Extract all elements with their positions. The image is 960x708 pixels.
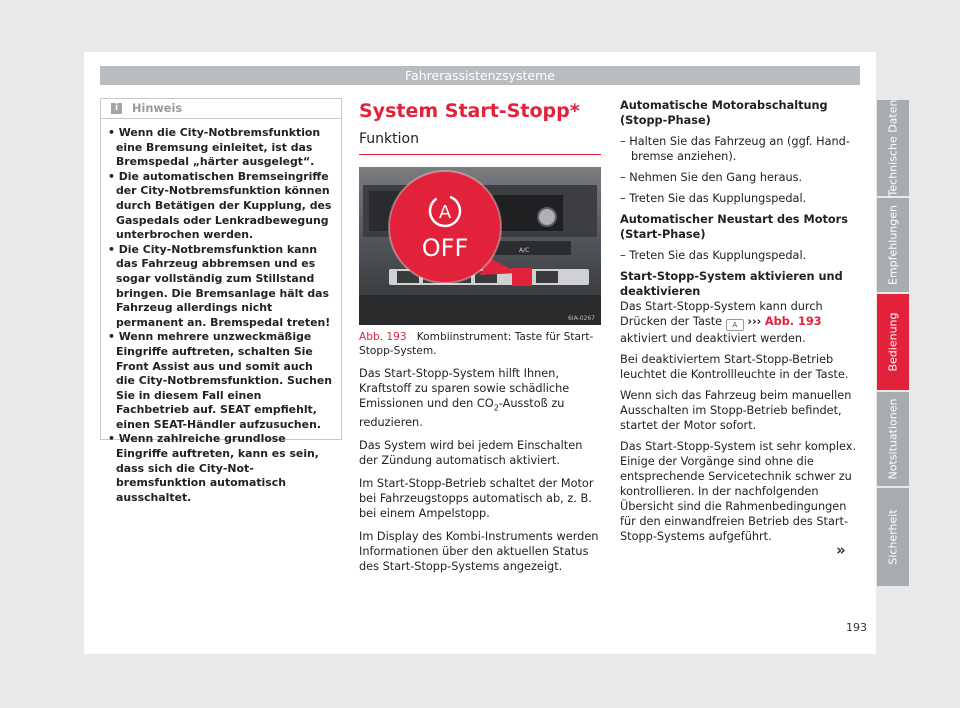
note-item: • Wenn mehrere unzweckmäßige Eingriffe auftreten, schalten Sie Front Assist aus und somit auch die City-Notbremsfunktion. Suchen Sie in diesem Fall einen Fachbetrieb auf. SEAT empfiehlt, einen SEAT-Händler aufzusuchen. <box>108 330 332 431</box>
figure-caption <box>359 331 601 358</box>
tab-sicherheit[interactable]: Sicherheit <box>877 488 909 586</box>
note-body <box>101 119 341 505</box>
right-column <box>620 98 860 550</box>
note-item: • Die automatischen Bremseingriffe der City-Notbremsfunktion können durch Betätigen der Kupplung, des Gaspedals oder Lenkradbewegung unterbrochen werden. <box>108 169 332 242</box>
note-item: • Wenn zahlreiche grundlose Eingriffe auftreten, kann es sein, dass sich die City-Notbremsfunktion automatisch ausschaltet. <box>108 432 319 504</box>
figure-caption-text: Kombiinstrument: Taste für Start-Stopp-System. <box>359 331 594 357</box>
chapter-header: Fahrerassistenzsysteme <box>100 66 860 85</box>
continue-arrow-icon: » <box>836 541 846 559</box>
figure-code: 6IA-0267 <box>568 315 595 322</box>
paragraph-lamp: Bei deaktiviertem Start-Stopp-Betrieb leuchtet die Kontrollleuchte in der Taste. <box>620 353 849 381</box>
figure-button-letter: A <box>438 202 452 223</box>
section-subtitle: Funktion <box>359 130 601 155</box>
tab-technische-daten[interactable]: Technische Daten <box>877 100 909 196</box>
paragraph-display: Im Display des Kombi-Instruments werden Informationen über den aktuellen Status des Start-Stopp-Systems angezeigt. <box>359 530 599 574</box>
step-item: – Halten Sie das Fahrzeug an (ggf. Handbremse anziehen). <box>620 135 850 163</box>
figure-label: Abb. 193 <box>359 331 407 343</box>
tab-bedienung[interactable]: Bedienung <box>877 294 909 390</box>
paragraph-stop-mode: Im Start-Stopp-Betrieb schaltet der Motor bei Fahrzeugstopps automatisch ab, z. B. bei einem Ampelstopp. <box>359 477 594 521</box>
tab-notsituationen[interactable]: Notsituationen <box>877 392 909 486</box>
page-number: 193 <box>846 621 867 634</box>
figure-button-off-label: OFF <box>421 234 469 262</box>
section-title: System Start-Stopp* <box>359 100 580 122</box>
note-title: Hinweis <box>132 102 183 115</box>
svg-text:A/C: A/C <box>519 247 530 254</box>
auto-off-steps <box>620 134 860 206</box>
info-icon: i <box>111 103 122 114</box>
step-item: – Treten Sie das Kupplungspedal. <box>620 192 807 205</box>
note-box <box>100 98 342 504</box>
restart-steps <box>620 248 860 263</box>
reference-arrow: ››› <box>747 315 762 328</box>
figure-start-stop-button <box>359 167 601 325</box>
main-column <box>359 98 601 574</box>
paragraph-activation: Das System wird bei jedem Einschalten der Zündung automatisch aktiviert. <box>359 439 583 468</box>
tab-empfehlungen[interactable]: Empfehlungen <box>877 198 909 292</box>
figure-reference-link[interactable]: Abb. 193 <box>764 315 822 328</box>
paragraph-manual-off: Wenn sich das Fahrzeug beim manuellen Ausschalten im Stopp-Betrieb befindet, startet der Motor sofort. <box>620 389 852 432</box>
note-item: • Wenn die City-Notbremsfunktion eine Bremsung einleitet, ist das Bremspedal „härter ausgelegt“. <box>108 126 321 169</box>
note-item: • Die City-Notbremsfunktion kann das Fahrzeug abbremsen und es sogar vollständig zum Stillstand bringen. Die Bremsanlage hält das Fahrzeug allerdings nicht permanent an. Bremspedal treten! <box>108 242 331 329</box>
heading-toggle: Start-Stopp-System aktivieren und deaktivieren <box>620 270 843 298</box>
heading-auto-off: Automatische Motorabschaltung (Stopp-Phase) <box>620 99 828 127</box>
note-header <box>101 99 341 119</box>
heading-restart: Automatischer Neustart des Motors (Start-Phase) <box>620 213 848 241</box>
paragraph-intro: Das Start-Stopp-System hilft Ihnen, Kraftstoff zu sparen sowie schädliche Emissionen und den $CO_2$-Ausstoß zu reduzieren. <box>359 367 570 430</box>
step-item: – Nehmen Sie den Gang heraus. <box>620 171 803 184</box>
step-item: – Treten Sie das Kupplungspedal. <box>620 249 807 262</box>
start-stop-button-icon: A <box>726 319 744 331</box>
dashboard-illustration <box>359 167 601 325</box>
note-column <box>100 98 342 504</box>
paragraph-toggle: Das Start-Stopp-System kann durch Drücken der Taste A ››› Abb. 193 aktiviert und deaktiviert werden. <box>620 300 823 345</box>
paragraph-complex: Das Start-Stopp-System ist sehr komplex. Einige der Vorgänge sind ohne die entsprechende Servicetechnik schwer zu kontrollieren. In der nachfolgenden Übersicht sind die Rahmenbedingungen für den einwandfreien Betrieb des Start-Stopp-Systems aufgeführt. <box>620 440 857 543</box>
